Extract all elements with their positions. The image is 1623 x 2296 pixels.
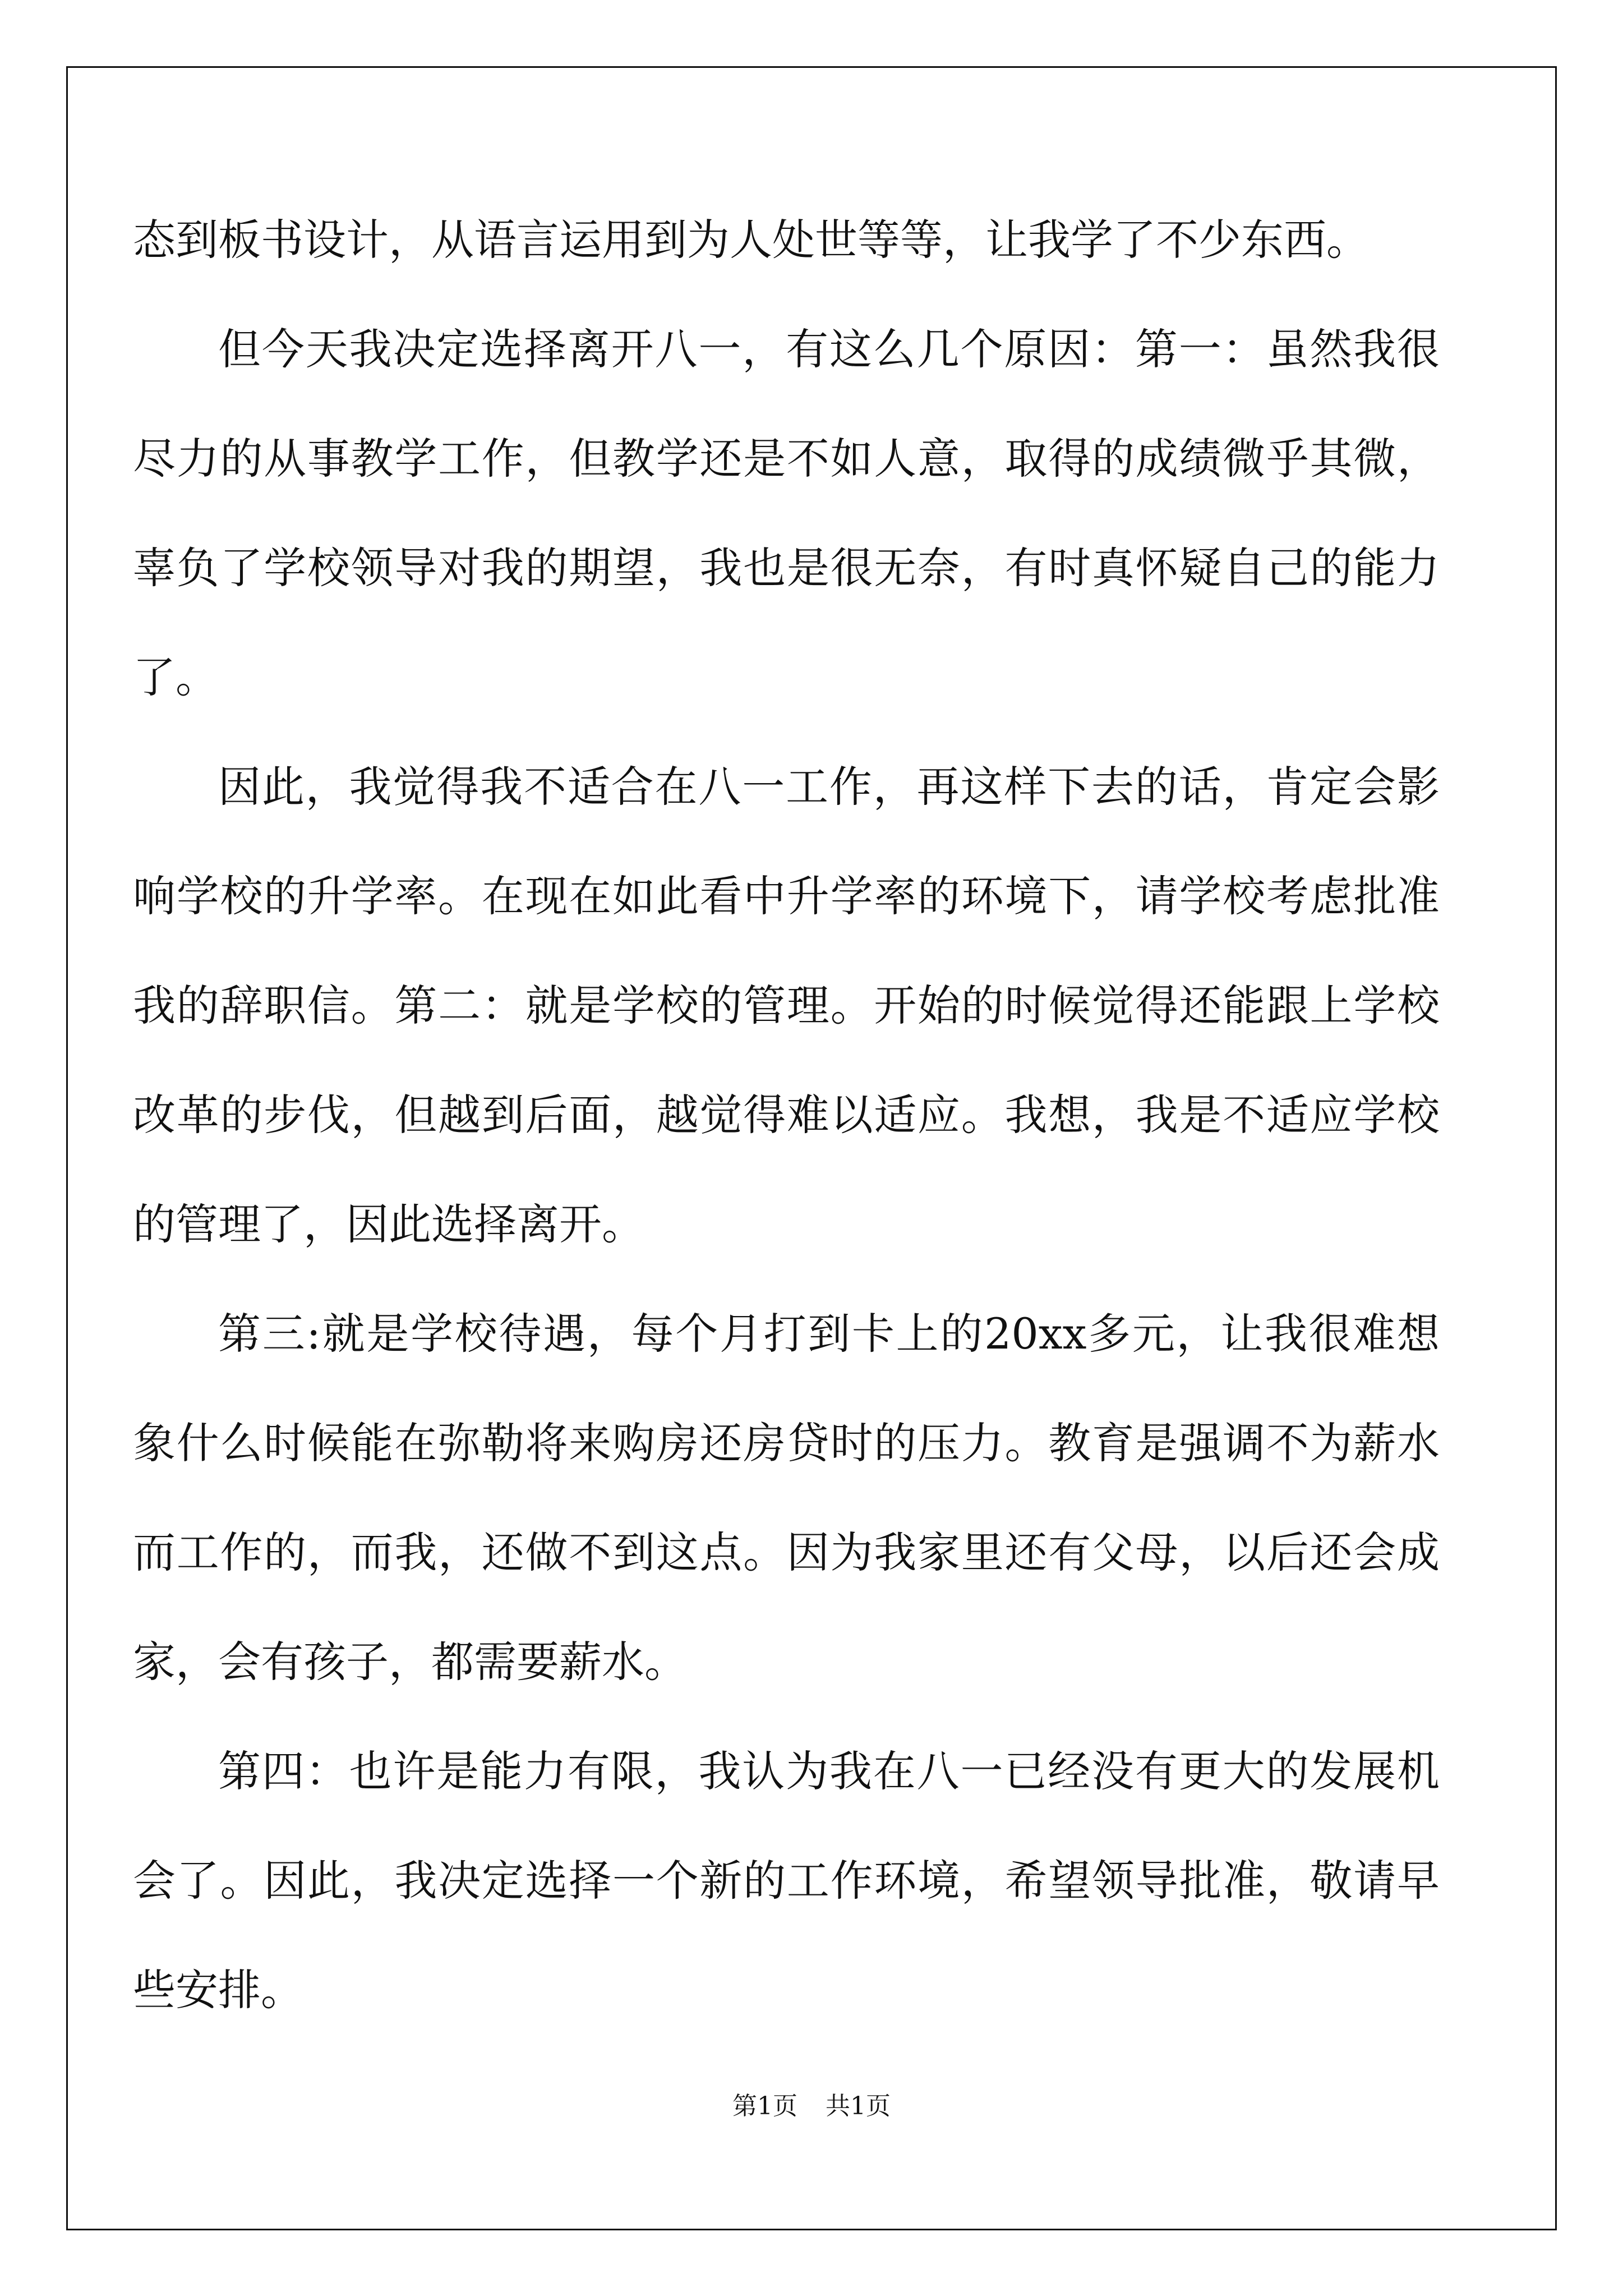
paragraph-4: 第三:就是学校待遇，每个月打到卡上的20xx多元，让我很难想象什么时候能在弥勒将来购房还房贷时的压力。教育是强调不为薪水而工作的，而我，还做不到这点。因为我家里还有父母，以后还会成家，会有孩子，都需要薪水。 <box>133 1309 1440 1687</box>
document-body <box>133 185 1440 2045</box>
paragraph-1: 态到板书设计，从语言运用到为人处世等等，让我学了不少东西。 <box>133 215 1369 265</box>
paragraph-5: 第四：也许是能力有限，我认为我在八一已经没有更大的发展机会了。因此，我决定选择一个新的工作环境，希望领导批准，敬请早些安排。 <box>133 1746 1440 2015</box>
page-total-label: 共1页 <box>826 2092 891 2120</box>
page-footer <box>0 2086 1623 2122</box>
paragraph-2: 但今天我决定选择离开八一，有这么几个原因：第一：虽然我很尽力的从事教学工作，但教学还是不如人意，取得的成绩微乎其微，辜负了学校领导对我的期望，我也是很无奈，有时真怀疑自己的能力了。 <box>133 324 1440 702</box>
paragraph-3: 因此，我觉得我不适合在八一工作，再这样下去的话，肯定会影响学校的升学率。在现在如此看中升学率的环境下，请学校考虑批准我的辞职信。第二：就是学校的管理。开始的时候觉得还能跟上学校改革的步伐，但越到后面，越觉得难以适应。我想，我是不适应学校的管理了，因此选择离开。 <box>133 762 1440 1249</box>
page-number-label: 第1页 <box>732 2092 797 2120</box>
